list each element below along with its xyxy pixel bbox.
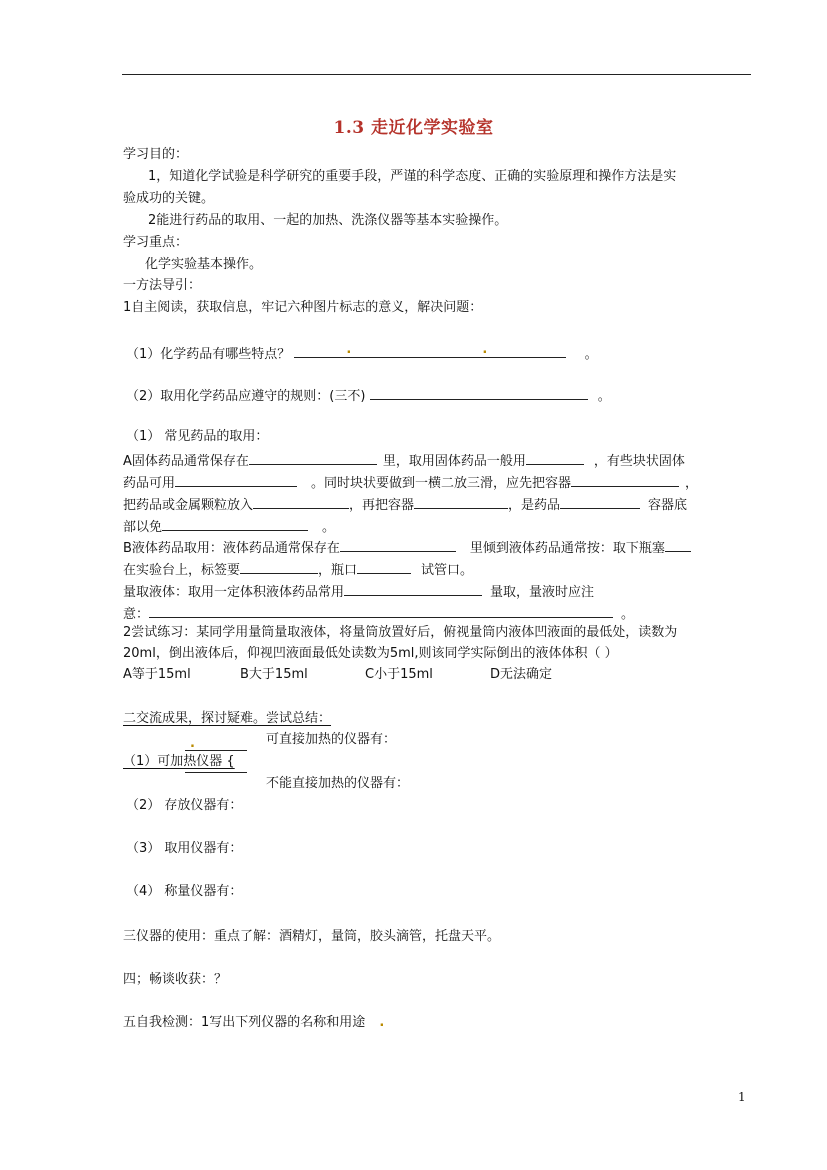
liquids-text: 里倾到液体药品通常按：取下瓶塞 [469,541,665,556]
answer-blank[interactable] [560,494,640,509]
measure-line-2 [123,603,634,623]
solids-text: ， [685,476,699,491]
option-a[interactable]: A等于15ml [123,667,191,682]
dot-mark: . [379,1015,385,1030]
solids-line-4 [123,516,335,536]
measure-line-1 [123,581,594,601]
solids-text: A固体药品通常保存在 [123,454,249,469]
period: 。 [584,347,598,362]
objective-1-line-1: 1，知道化学试验是科学研究的重要手段，严谨的科学态度、正确的实验原理和操作方法是实 [148,169,677,184]
solids-heading: （1） 常见药品的取用： [126,429,269,444]
question-2 [126,385,611,405]
heating-instruments-label: （1）可加热仪器 { [123,754,235,769]
objective-1-line-2: 验成功的关键。 [123,191,215,206]
answer-blank[interactable] [665,537,691,552]
answer-blank[interactable] [526,450,584,465]
self-test-text: 五自我检测：1写出下列仪器的名称和用途 [123,1015,366,1030]
key-points-heading: 学习重点： [123,235,189,250]
guide-heading: 一方法导引： [123,278,202,293]
practice-line-2: 20ml，倒出液体后，仰视凹液面最低处读数为5ml,则该同学实际倒出的液体体积（ ） [123,646,618,661]
exchange-heading: 二交流成果，探讨疑难。尝试总结： [123,711,332,726]
page-number: 1 [738,1090,746,1104]
answer-blank[interactable] [249,450,377,465]
guide-intro: 1自主阅读，获取信息，牢记六种图片标志的意义，解决问题： [123,300,483,315]
taking-instruments: （3） 取用仪器有： [126,841,243,856]
answer-blank[interactable] [571,472,679,487]
solids-line-2 [123,472,698,492]
period: 。 [597,389,611,404]
answer-blank[interactable] [344,581,482,596]
liquids-text: B液体药品取用：液体药品通常保存在 [123,541,340,556]
answer-blank[interactable] [294,343,566,358]
solids-text: 。同时块状要做到一横二放三滑，应先把容器 [311,476,572,491]
option-c[interactable]: C小于15ml [365,667,433,682]
answer-blank[interactable] [357,559,411,574]
header-rule [122,74,751,75]
weighing-instruments: （4） 称量仪器有： [126,884,243,899]
objective-2: 2能进行药品的取用、一起的加热、洗涤仪器等基本实验操作。 [148,213,508,228]
key-points-content: 化学实验基本操作。 [145,257,263,272]
option-b[interactable]: B大于15ml [240,667,308,682]
solids-text: 把药品或金属颗粒放入 [123,498,254,513]
measure-text: 量取，量液时应注 [490,585,595,600]
answer-blank[interactable] [253,494,349,509]
objectives-heading: 学习目的： [123,147,189,162]
practice-line-1: 2尝试练习：某同学用量筒量取液体，将量筒放置好后，俯视量筒内液体凹液面的最低处，读数为 [123,625,678,640]
answer-blank[interactable] [414,494,508,509]
solids-text: ，是药品 [508,498,561,513]
liquids-text: 试管口。 [421,563,474,578]
solids-text: 里，取用固体药品一般用 [382,454,526,469]
liquids-line-1 [123,537,691,557]
solids-text: ，再把容器 [349,498,415,513]
solids-text: 。 [322,520,336,535]
solids-text: 药品可用 [123,476,176,491]
liquids-text: ，瓶口 [318,563,358,578]
solids-text: 容器底 [648,498,688,513]
measure-text: 意： [123,607,150,622]
self-test [123,1014,384,1031]
measure-text: 量取液体：取用一定体积液体药品常用 [123,585,345,600]
storage-instruments: （2） 存放仪器有： [126,798,243,813]
question-1 [126,343,598,363]
answer-blank[interactable] [370,385,588,400]
measure-text: 。 [621,607,635,622]
solids-line-3 [123,494,687,514]
page-title: 1.3 走近化学实验室 [333,118,494,138]
liquids-text: 在实验台上，标签要 [123,563,241,578]
blank-rule [185,772,247,773]
direct-heating-label: 可直接加热的仪器有： [266,732,397,747]
answer-blank[interactable] [240,559,318,574]
solids-text: 部以免 [123,520,163,535]
answer-blank[interactable] [340,537,456,552]
solids-text: ，有些块状固体 [593,454,685,469]
dot-mark: . [482,342,488,357]
dot-mark: . [346,342,352,357]
option-d[interactable]: D无法确定 [490,667,553,682]
answer-blank[interactable] [162,516,308,531]
answer-blank[interactable] [175,472,297,487]
liquids-line-2 [123,559,473,579]
dot-mark: . [190,736,195,751]
indirect-heating-label: 不能直接加热的仪器有： [266,776,410,791]
gains: 四；畅谈收获：？ [123,972,228,987]
question-2-text: （2）取用化学药品应遵守的规则：(三不) [126,389,366,404]
solids-line-1 [123,450,685,470]
question-1-text: （1）化学药品有哪些特点？ [126,347,291,362]
answer-blank[interactable] [149,603,613,618]
instrument-usage: 三仪器的使用：重点了解：酒精灯，量筒，胶头滴管，托盘天平。 [123,929,501,944]
